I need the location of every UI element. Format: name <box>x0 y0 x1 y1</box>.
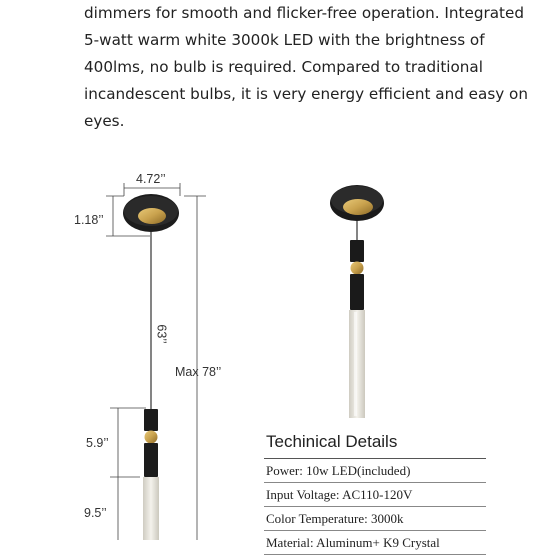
description-line: 5-watt warm white 3000k LED with the brightness of <box>84 31 485 49</box>
description-line: 400lms, no bulb is required. Compared to traditional <box>84 58 483 76</box>
max-height-label: Max 78’’ <box>175 365 222 379</box>
description-line: dimmers for smooth and flicker-free operation. Integrated <box>84 4 524 22</box>
lower-body <box>350 274 364 310</box>
cord-length-label: 63’’ <box>154 324 169 344</box>
detail-row-voltage: Input Voltage: AC110-120V <box>264 483 486 507</box>
lower-body <box>144 443 158 477</box>
description-line: incandescent bulbs, it is very energy efficient and easy on <box>84 85 528 103</box>
detail-row-material: Material: Aluminum+ K9 Crystal <box>264 531 486 555</box>
detail-row-color-temperature: Color Temperature: 3000k <box>264 507 486 531</box>
crystal-length-label: 9.5’’ <box>84 506 107 520</box>
canopy-brass-plate <box>343 199 373 215</box>
upper-body <box>350 240 364 262</box>
detail-row-power: Power: 10w LED(included) <box>264 459 486 483</box>
technical-details-table <box>264 430 486 555</box>
brass-ball <box>145 431 158 444</box>
brass-ball <box>351 262 364 275</box>
dimensioned-fixture <box>106 183 206 540</box>
description-line: eyes. <box>84 112 125 130</box>
canopy-height-label: 1.18’’ <box>74 213 104 227</box>
canopy-brass-plate <box>138 208 166 224</box>
upper-body-label: 5.9’’ <box>86 436 109 450</box>
technical-details-title: Techinical Details <box>264 430 486 459</box>
width-label: 4.72’’ <box>136 172 166 186</box>
crystal-rod <box>143 477 159 540</box>
fixture-photo <box>330 185 384 418</box>
upper-body <box>144 409 158 431</box>
